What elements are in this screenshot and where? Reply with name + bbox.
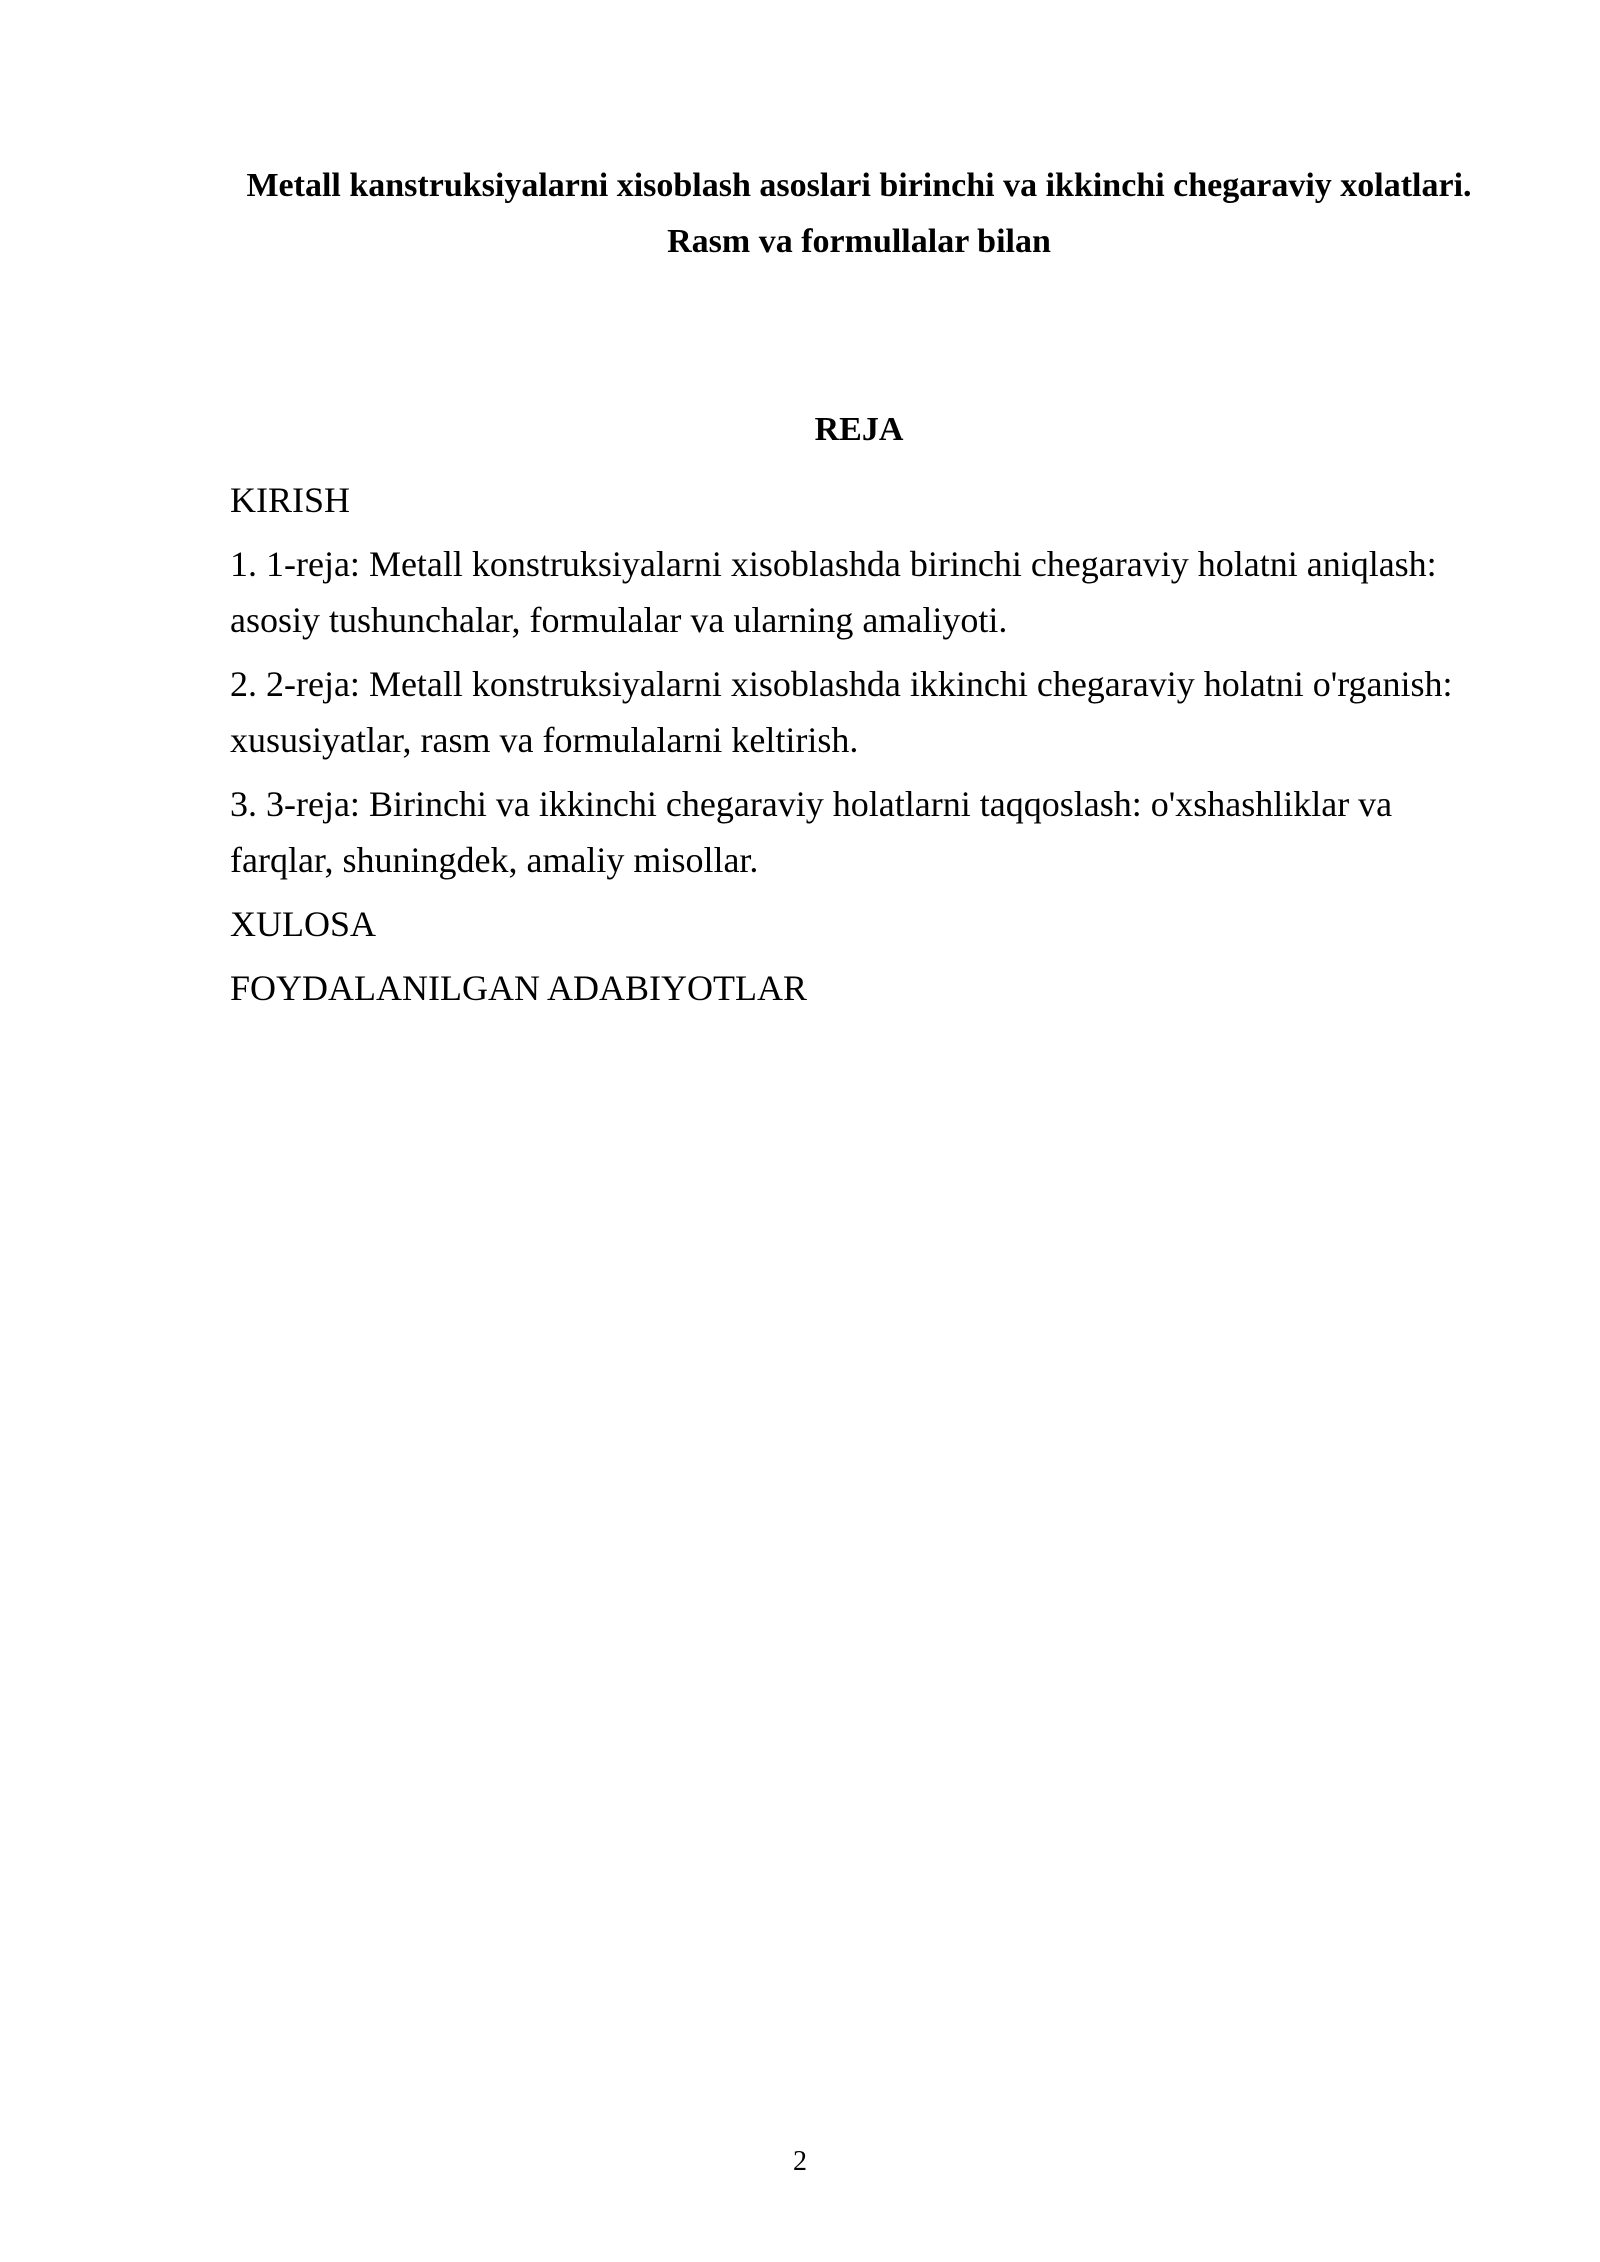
document-title: Metall kanstruksiyalarni xisoblash asoslari birinchi va ikkinchi chegaraviy xolatlari. Rasm va formullalar bilan	[246, 167, 1472, 260]
plan-heading: REJA	[814, 411, 904, 448]
plan-item-conclusion: XULOSA	[230, 904, 377, 944]
page-number: 2	[793, 2146, 807, 2177]
plan-item-3: 3. 3-reja: Birinchi va ikkinchi chegaraviy holatlarni taqqoslash: o'xshashliklar va farqlar, shuningdek, amaliy misollar.	[230, 784, 1393, 880]
plan-list	[230, 472, 1492, 1024]
plan-item-1: 1. 1-reja: Metall konstruksiyalarni xisoblashda birinchi chegaraviy holatni aniqlash: asosiy tushunchalar, formulalar va ularning amaliyoti.	[230, 544, 1437, 640]
plan-item-references: FOYDALANILGAN ADABIYOTLAR	[230, 968, 807, 1008]
plan-item-introduction: KIRISH	[230, 480, 351, 520]
plan-item-2: 2. 2-reja: Metall konstruksiyalarni xisoblashda ikkinchi chegaraviy holatni o'rganish: xususiyatlar, rasm va formulalarni keltirish.	[230, 664, 1453, 760]
